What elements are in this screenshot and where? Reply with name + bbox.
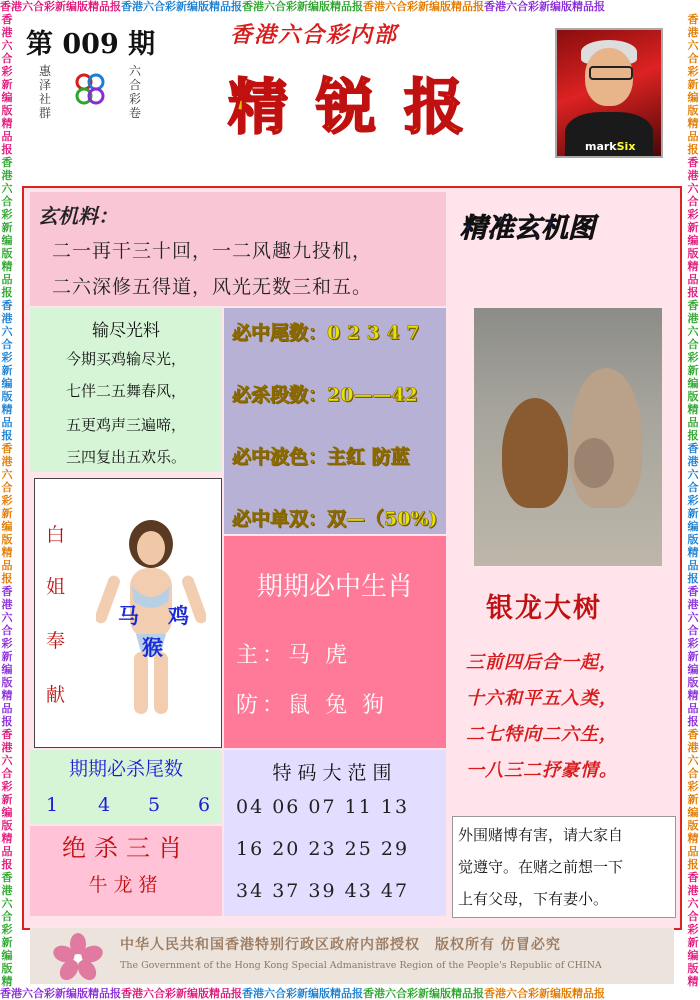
portrait-photo (555, 28, 663, 158)
secret-line: 二六深修五得道，风光无数三和五。 (52, 276, 373, 298)
right-strip: 香港六合彩新编版精品报香港六合彩新编版精品报香港六合彩新编版精品报香港六合彩新编版精品报香港六合彩新编版精品报香港六合彩新编版精品报香港六合彩新编版精 (687, 13, 699, 987)
kill-three-title: 绝杀三肖 (62, 834, 190, 862)
left-strip: 香港六合彩新编版精品报香港六合彩新编版精品报香港六合彩新编版精品报香港六合彩新编版精品报香港六合彩新编版精品报香港六合彩新编版精品报香港六合彩新编版精 (1, 13, 13, 987)
org-title: 香港六合彩内部 (230, 22, 399, 48)
tree-title: 银龙大树 (486, 593, 602, 624)
kill-tail-number: 6 (197, 794, 211, 816)
girl-label-char: 白 (46, 524, 66, 546)
range-row: 16 20 23 25 29 (236, 838, 410, 860)
kill-tail-number: 1 (45, 794, 59, 816)
range-title: 特码大范围 (272, 762, 398, 784)
community-logo (30, 60, 158, 126)
zodiac-title: 期期必中生肖 (256, 572, 413, 602)
zodiac-guard: 防：鼠 兔 狗 (236, 693, 388, 718)
tree-line: 十六和平五入类， (466, 688, 618, 709)
bauhinia-emblem-icon (52, 932, 104, 982)
zodiac-main: 主：马 虎 (236, 643, 351, 668)
warning-line: 外围赌博有害，请大家自 (458, 826, 624, 844)
stat-wave-color: 必中波色：主红 防蓝 (232, 446, 410, 468)
tree-line: 三前四后合一起， (466, 652, 618, 673)
lose-all-line: 五更鸡声三遍啼， (65, 416, 186, 434)
girl-zodiac: 鸡 (168, 603, 189, 628)
stat-kill-range: 必杀段数：20——42 (232, 384, 418, 406)
stat-tail-numbers: 必中尾数：0 2 3 4 7 (232, 322, 420, 344)
kill-tail-number: 5 (147, 794, 161, 816)
monkey-photo (474, 308, 662, 566)
model-illustration (96, 516, 206, 722)
rings-logo-icon (70, 70, 110, 110)
lose-all-title: 输尽光料 (92, 321, 160, 341)
stat-odd-even: 必中单双：双—（50%) (232, 508, 438, 530)
logo-left-text: 惠泽社群 (38, 64, 51, 120)
kill-tail-number: 4 (97, 794, 111, 816)
logo-right-text: 六合彩卷 (128, 64, 141, 120)
kill-three-animals: 牛龙猪 (88, 874, 164, 896)
lose-all-line: 七伴二五舞春风， (65, 382, 186, 400)
lose-all-line: 今期买鸡输尽光， (65, 350, 186, 368)
paper-name: 精锐报 (228, 73, 492, 143)
top-strip: 香港六合彩新编版精品报香港六合彩新编版精品报香港六合彩新编版精品报香港六合彩新编版精品报香港六合彩新编版精品报 (0, 0, 700, 13)
tree-line: 一八三二抒豪情。 (466, 760, 618, 781)
girl-label-char: 姐 (46, 576, 66, 598)
kill-tail-title: 期期必杀尾数 (68, 758, 183, 780)
girl-label-char: 献 (46, 684, 66, 706)
puzzle-title: 精准玄机图 (460, 213, 595, 244)
lose-all-line: 三四复出五欢乐。 (65, 448, 186, 466)
tree-line: 二七特向二六生， (466, 724, 618, 745)
mark-six-logo: markSix (585, 140, 636, 153)
secret-title: 玄机料： (38, 204, 118, 228)
secret-line: 二一再干三十回，一二风趣九投机， (52, 240, 373, 262)
range-row: 34 37 39 43 47 (236, 880, 410, 902)
footer-english: The Government of the Hong Kong Special Admanistrave Region of the People's Republic of CHINA (120, 960, 602, 971)
issue-number: 第 009 期 (26, 29, 156, 60)
warning-line: 上有父母，下有妻小。 (458, 890, 609, 908)
warning-line: 觉遵守。在赌之前想一下 (458, 858, 624, 876)
range-row: 04 06 07 11 13 (236, 796, 410, 818)
girl-zodiac: 猴 (142, 635, 163, 660)
bottom-strip: 香港六合彩新编版精品报香港六合彩新编版精品报香港六合彩新编版精品报香港六合彩新编版精品报香港六合彩新编版精品报 (0, 987, 700, 1000)
girl-label-char: 奉 (46, 630, 66, 652)
footer-chinese: 中华人民共和国香港特别行政区政府内部授权 版权所有 仿冒必究 (120, 937, 561, 953)
girl-zodiac: 马 (118, 603, 139, 628)
